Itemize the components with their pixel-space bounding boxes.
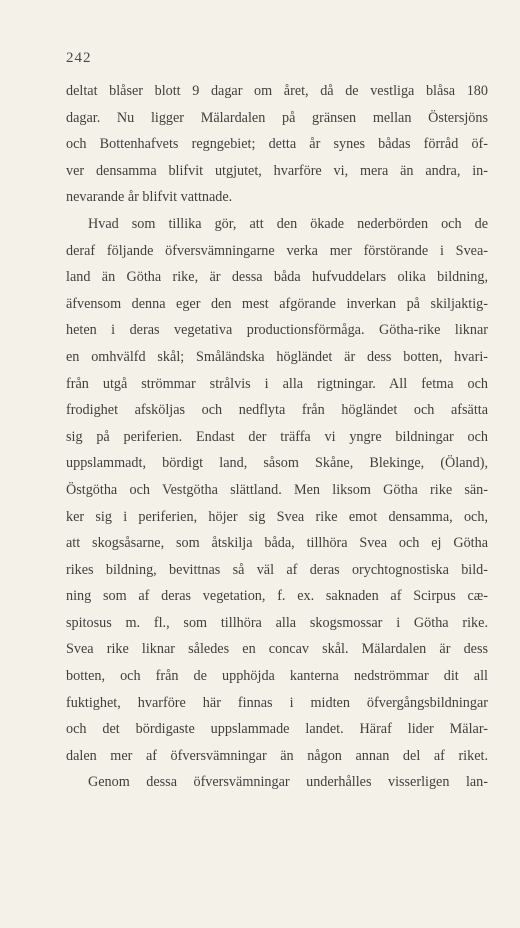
text-line: ker sig i periferien, höjer sig Svea rike emot densamma, och, [66, 508, 488, 525]
text-line: uppslammadt, bördigt land, såsom Skåne, Blekinge, (Öland), [66, 455, 488, 472]
text-line: och Bottenhafvets regngebiet; detta år synes bådas förråd öf- [66, 136, 488, 153]
text-line: rikes bildning, bevittnas så väl af deras orychtognostiska bild- [66, 561, 488, 578]
text-line: att skogsåsarne, som åtskilja båda, tillhöra Svea och ej Götha [66, 535, 488, 552]
text-line: nevarande år blifvit vattnade. [66, 189, 233, 206]
text-line: från utgå strömmar strålvis i alla rigtningar. All fetma och [66, 375, 488, 392]
text-line: heten i deras vegetativa productionsförmåga. Götha-rike liknar [66, 322, 488, 339]
text-line: sig på periferien. Endast der träffa vi yngre bildningar och [66, 428, 488, 445]
text-line: Hvad som tillika gör, att den ökade nederbörden och de [88, 215, 488, 232]
text-line: dalen mer af öfversvämningar än någon annan del af riket. [66, 747, 488, 764]
text-line: äfvensom denna eger den mest afgörande inverkan på skiljaktig- [66, 295, 488, 312]
text-line: deraf följande öfversvämningarne verka mer förstörande i Svea- [66, 242, 488, 259]
body-text [66, 78, 488, 796]
text-line: ver densamma blifvit utgjutet, hvarföre vi, mera än andra, in- [66, 162, 488, 179]
text-line: frodighet afsköljas och nedflyta från högländet och afsätta [66, 402, 488, 419]
paragraph-2 [66, 211, 488, 769]
paragraph-3 [66, 769, 488, 796]
text-line: en omhvälfd skål; Småländska högländet är dess botten, hvari- [66, 348, 488, 365]
text-line: och det bördigaste uppslammade landet. Häraf lider Mälar- [66, 721, 488, 738]
text-line: Svea rike liknar således en concav skål. Mälardalen är dess [66, 641, 488, 658]
page-number: 242 [66, 50, 92, 66]
text-line: dagar. Nu ligger Mälardalen på gränsen mellan Östersjöns [66, 109, 488, 126]
text-line: ning som af deras vegetation, f. ex. saknaden af Scirpus cæ- [66, 588, 488, 605]
text-line: deltat blåser blott 9 dagar om året, då de vestliga blåsa 180 [66, 83, 488, 99]
text-line: fuktighet, hvarföre här finnas i midten öfvergångsbildningar [66, 694, 488, 711]
text-line: Östgötha och Vestgötha slättland. Men liksom Götha rike sän- [66, 481, 488, 498]
text-line: Genom dessa öfversvämningar underhålles visserligen lan- [88, 774, 488, 791]
text-line: botten, och från de upphöjda kanterna nedströmmar dit all [66, 668, 488, 685]
text-line: spitosus m. fl., som tillhöra alla skogsmossar i Götha rike. [66, 614, 488, 631]
text-line: land än Götha rike, är dessa båda hufvuddelars olika bildning, [66, 269, 488, 286]
paragraph-1 [66, 78, 488, 211]
